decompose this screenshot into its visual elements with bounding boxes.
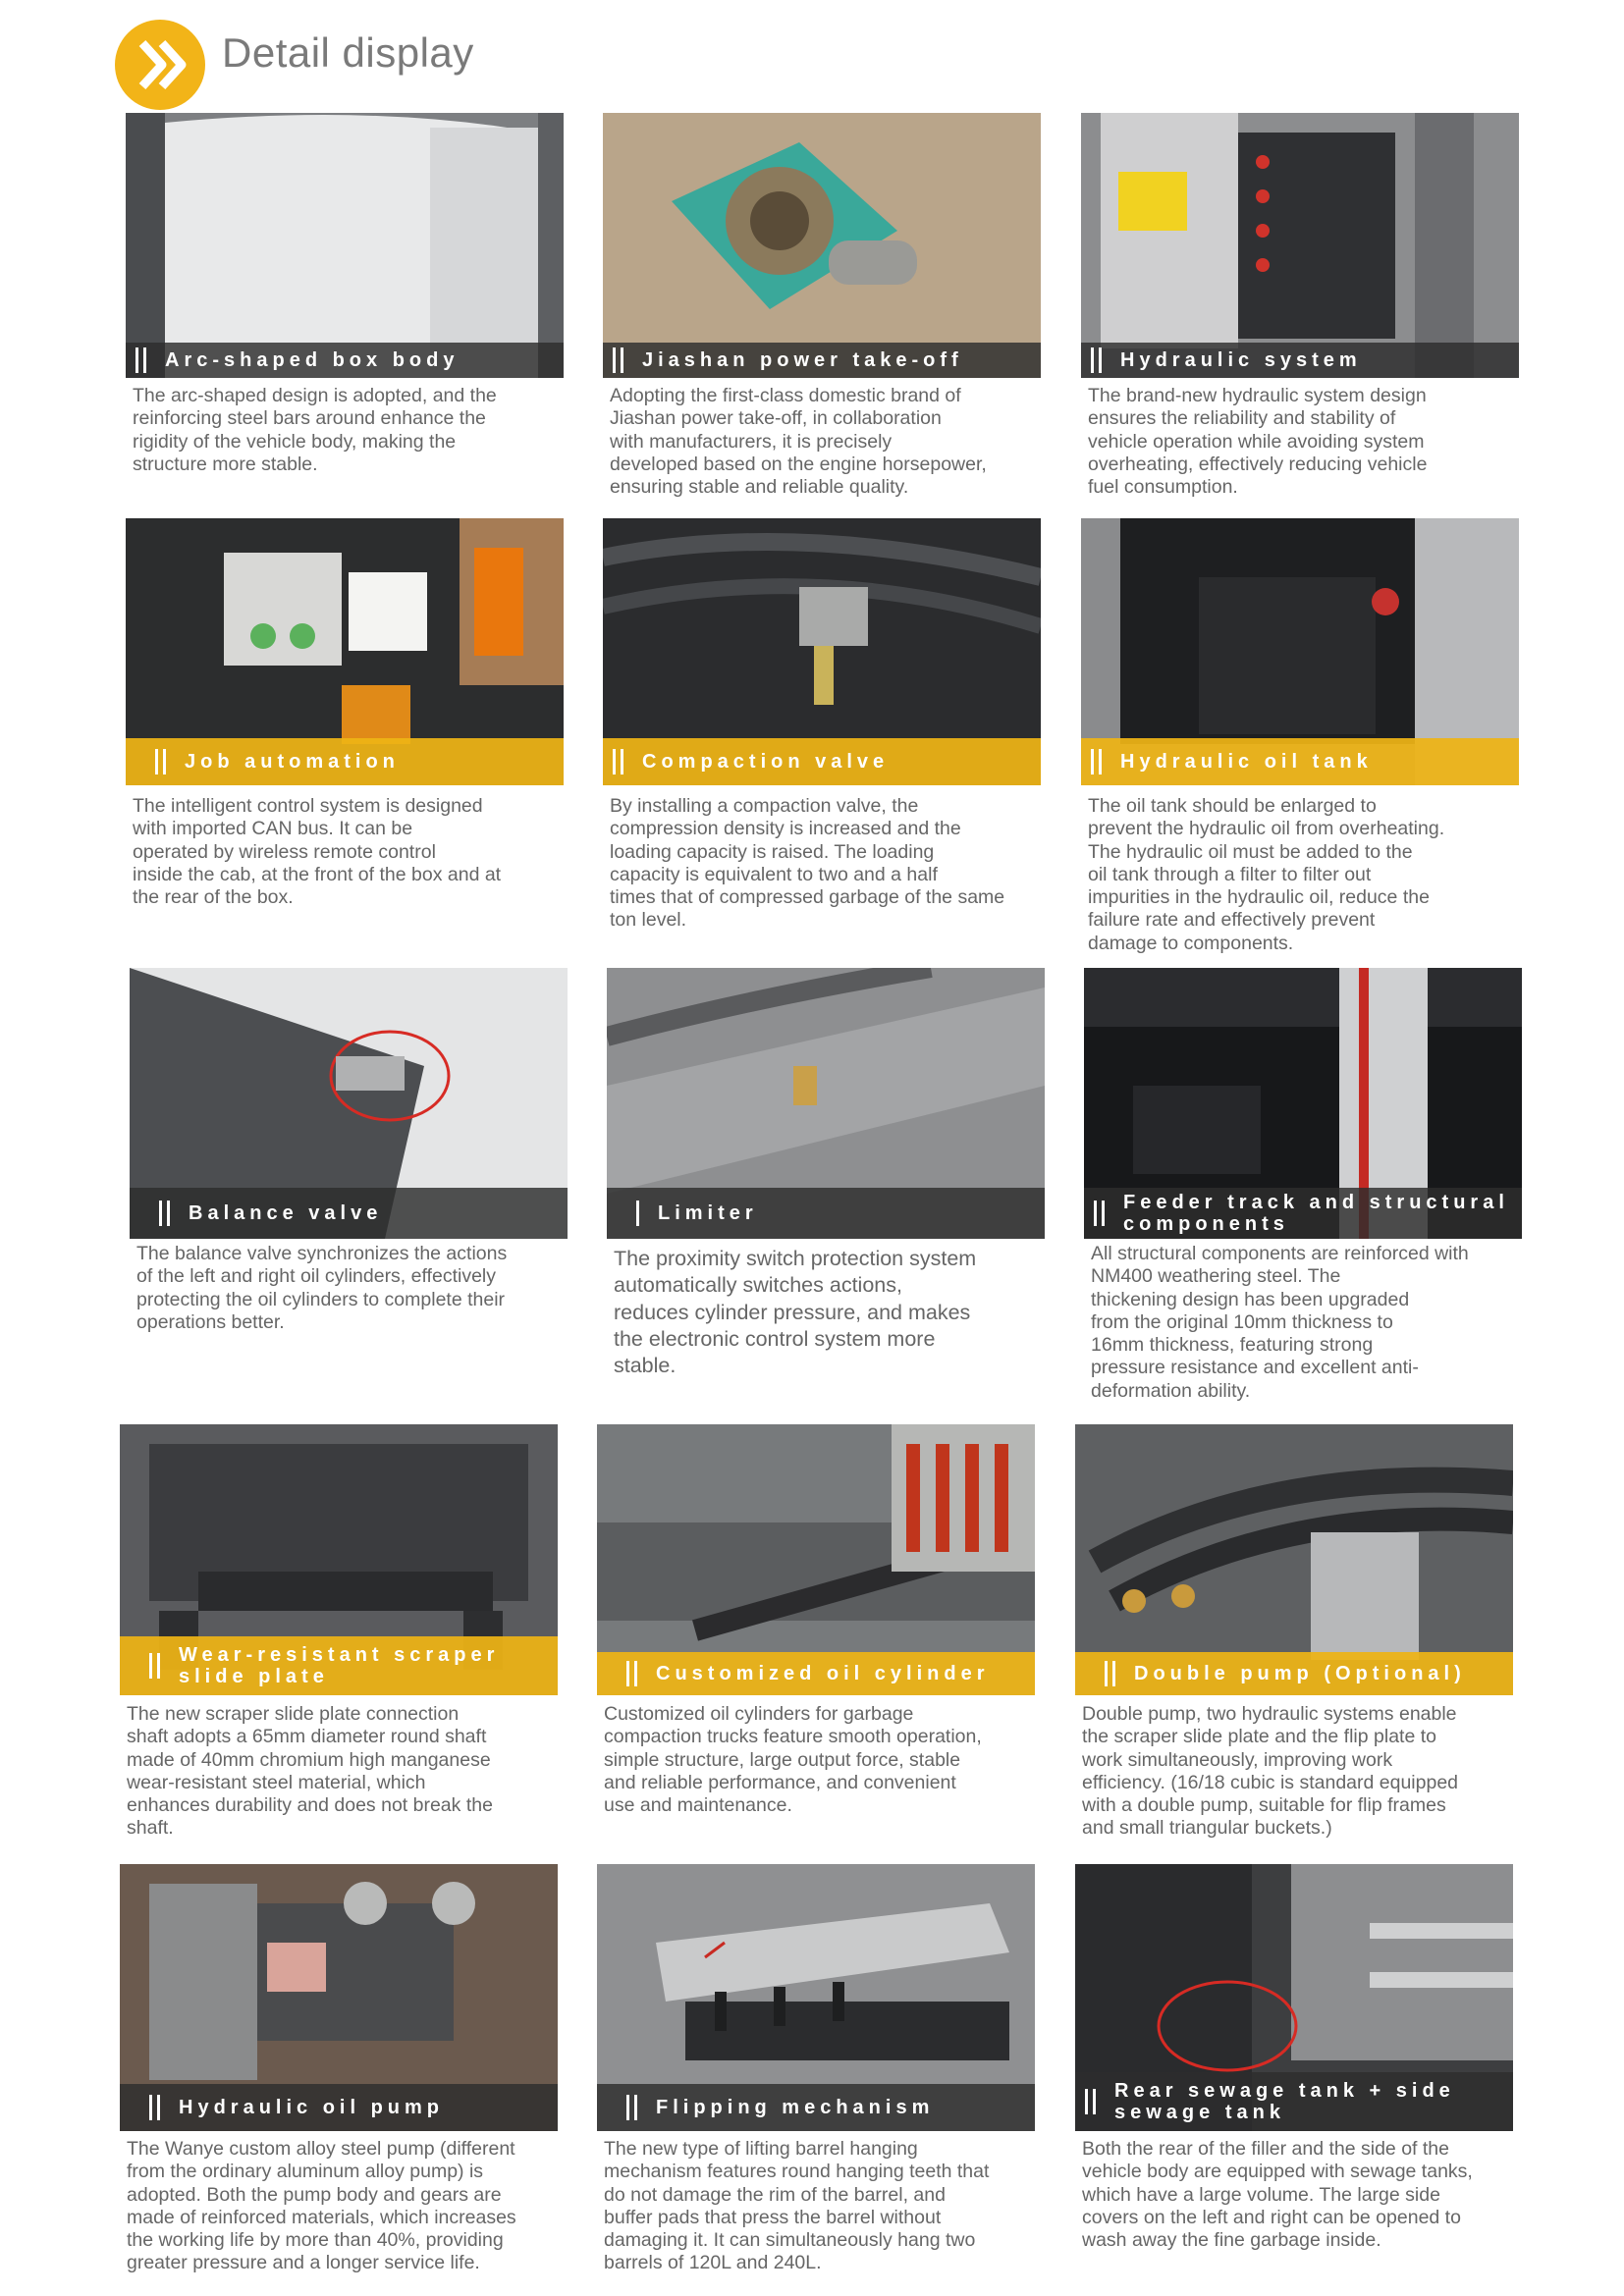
card-description: The new scraper slide plate connection shaft adopts a 65mm diameter round shaft made of 40mm chromium high manganese wear-resistant steel material, which enhances durability and does not break the shaft. — [127, 1703, 493, 1840]
card-description: All structural components are reinforced with NM400 weathering steel. The thickening design has been upgraded from the original 10mm thickness to 16mm thickness, featuring strong pressure resistance and excellent anti- deformation ability. — [1091, 1243, 1469, 1402]
caption-bar — [1081, 738, 1519, 785]
card-caption: Jiashan power take-off — [642, 349, 963, 371]
caption-bar — [120, 1636, 558, 1695]
caption-bar — [603, 343, 1041, 378]
caption-bar — [607, 1188, 1045, 1239]
caption-bar — [1081, 343, 1519, 378]
card-description: The arc-shaped design is adopted, and the reinforcing steel bars around enhance the rigidity of the vehicle body, making the structure more stable. — [133, 385, 497, 475]
card-caption: Wear-resistant scraper slide plate — [179, 1644, 500, 1687]
card-caption: Customized oil cylinder — [656, 1663, 990, 1684]
page-title: Detail display — [222, 29, 474, 76]
photo-job-automation — [126, 518, 564, 785]
caption-bar — [120, 2084, 558, 2131]
card-caption: Job automation — [185, 751, 400, 773]
photo-feeder-track — [1084, 968, 1522, 1239]
photo-double-pump — [1075, 1424, 1513, 1695]
card-description: Both the rear of the filler and the side of the vehicle body are equipped with sewage tanks, which have a large volume. The large side covers on the left and right can be opened to wash away the fine garbage inside. — [1082, 2138, 1473, 2252]
caption-bar — [1084, 1188, 1522, 1239]
card-caption: Double pump (Optional) — [1134, 1663, 1466, 1684]
caption-bar — [597, 1652, 1035, 1695]
card-caption: Hydraulic system — [1120, 349, 1362, 371]
card-caption: Balance valve — [189, 1202, 383, 1224]
caption-bar — [126, 738, 564, 785]
card-description: The oil tank should be enlarged to prevent the hydraulic oil from overheating. The hydraulic oil must be added to the oil tank through a filter to filter out impurities in the hydraulic oil, reduce the failure rate and effectively prevent damage to components. — [1088, 795, 1445, 954]
card-description: By installing a compaction valve, the compression density is increased and the loading capacity is raised. The loading capacity is equivalent to two and a half times that of compressed garbage of the same ton level. — [610, 795, 1005, 932]
caption-bar — [1075, 1652, 1513, 1695]
photo-power-take-off — [603, 113, 1041, 378]
photo-scraper-slide-plate — [120, 1424, 558, 1695]
photo-box-body — [126, 113, 564, 378]
photo-hydraulic-oil-pump — [120, 1864, 558, 2131]
card-caption: Hydraulic oil tank — [1120, 751, 1373, 773]
card-description: The brand-new hydraulic system design ensures the reliability and stability of vehicle operation while avoiding system overheating, effectively reducing vehicle fuel consumption. — [1088, 385, 1428, 499]
card-caption: Flipping mechanism — [656, 2097, 935, 2118]
card-description: The proximity switch protection system automatically switches actions, reduces cylinder pressure, and makes the electronic control system more stable. — [614, 1247, 977, 1378]
caption-bar — [597, 2084, 1035, 2131]
photo-hydraulic-oil-tank — [1081, 518, 1519, 785]
photo-balance-valve — [130, 968, 568, 1239]
card-caption: Arc-shaped box body — [165, 349, 460, 371]
card-caption: Feeder track and structural components — [1123, 1192, 1509, 1235]
card-description: Double pump, two hydraulic systems enable the scraper slide plate and the flip plate to work simultaneously, improving work efficiency. (16/18 cubic is standard equipped with a double pump, suitable for flip frames and small triangular buckets.) — [1082, 1703, 1459, 1840]
card-description: The intelligent control system is designed with imported CAN bus. It can be operated by wireless remote control inside the cab, at the front of the box and at the rear of the box. — [133, 795, 502, 909]
card-caption: Compaction valve — [642, 751, 890, 773]
card-description: Adopting the first-class domestic brand of Jiashan power take-off, in collaboration with manufacturers, it is precisely developed based on the engine horsepower, ensuring stable and reliable quality. — [610, 385, 987, 499]
photo-hydraulic-system — [1081, 113, 1519, 378]
photo-compaction-valve — [603, 518, 1041, 785]
photo-sewage-tank — [1075, 1864, 1513, 2131]
caption-bar — [603, 738, 1041, 785]
card-description: The new type of lifting barrel hanging mechanism features round hanging teeth that do not damage the rim of the barrel, and buffer pads that press the barrel without damaging it. It can simultaneously hang two barrels of 120L and 240L. — [604, 2138, 990, 2274]
photo-oil-cylinder — [597, 1424, 1035, 1695]
caption-bar — [130, 1188, 568, 1239]
card-description: The balance valve synchronizes the actions of the left and right oil cylinders, effectively protecting the oil cylinders to complete their operations better. — [136, 1243, 508, 1333]
card-description: The Wanye custom alloy steel pump (different from the ordinary aluminum alloy pump) is adopted. Both the pump body and gears are made of reinforced materials, which increases the working life by more than 40%, providing greater pressure and a longer service life. — [127, 2138, 516, 2274]
card-caption: Hydraulic oil pump — [179, 2097, 445, 2118]
caption-bar — [126, 343, 564, 378]
card-caption: Rear sewage tank + side sewage tank — [1114, 2080, 1455, 2123]
double-chevron-right-icon — [115, 20, 205, 110]
header-logo — [115, 20, 205, 110]
caption-bar — [1075, 2072, 1513, 2131]
card-description: Customized oil cylinders for garbage compaction trucks feature smooth operation, simple structure, large output force, stable and reliable performance, and convenient use and maintenance. — [604, 1703, 982, 1817]
photo-flipping-mechanism — [597, 1864, 1035, 2131]
card-caption: Limiter — [658, 1202, 758, 1224]
photo-limiter — [607, 968, 1045, 1239]
